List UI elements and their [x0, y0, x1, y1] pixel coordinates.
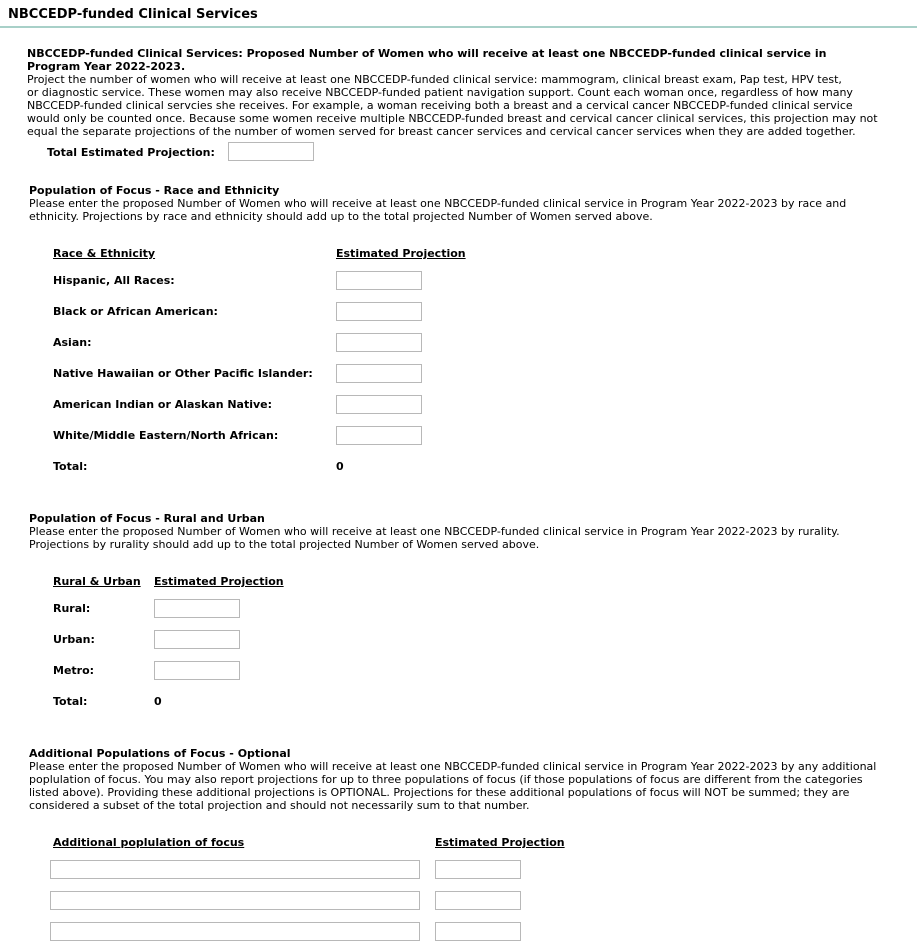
race-white-input[interactable] [336, 426, 422, 445]
rural-col-header: Rural & Urban [53, 575, 141, 588]
race-line: Please enter the proposed Number of Women who will receive at least one NBCCEDP-funded clinical service in Program Year 2022-2023 by race and [29, 197, 847, 210]
additional-section-title: Additional Populations of Focus - Optional [29, 747, 291, 760]
race-row-label: White/Middle Eastern/North African: [53, 429, 279, 442]
race-row-label: American Indian or Alaskan Native: [53, 398, 273, 411]
race-total-value: 0 [336, 460, 344, 473]
additional-description [29, 760, 876, 812]
rural-description [29, 525, 840, 551]
race-row-label: Hispanic, All Races: [53, 274, 175, 287]
additional-population-input-2[interactable] [50, 891, 420, 910]
race-estimate-col-header: Estimated Projection [336, 247, 466, 260]
intro-line: Project the number of women who will receive at least one NBCCEDP-funded clinical service: mammogram, clinical breast exam, Pap test, HPV test, [27, 73, 842, 86]
intro-line: NBCCEDP-funded clinical servcies she receives. For example, a woman receiving both a breast and a cervical cancer NBCCEDP-funded clinical service [27, 99, 853, 112]
rural-row-label: Rural: [53, 602, 91, 615]
intro-line: equal the separate projections of the number of women served for breast cancer services and cervical cancer services when they are added together. [27, 125, 856, 138]
intro-line: would only be counted once. Because some women receive multiple NBCCEDP-funded breast and cervical cancer clinical services, this projection may not [27, 112, 878, 125]
race-asian-input[interactable] [336, 333, 422, 352]
total-estimated-label: Total Estimated Projection: [47, 146, 215, 159]
additional-line: poplulation of focus. You may also report projections for up to three populations of focus (if those populations of focus are different from the categories [29, 773, 863, 786]
rural-estimate-col-header: Estimated Projection [154, 575, 284, 588]
race-hispanic-input[interactable] [336, 271, 422, 290]
page-header [0, 0, 917, 28]
race-total-label: Total: [53, 460, 88, 473]
additional-estimate-col-header: Estimated Projection [435, 836, 565, 849]
race-row-label: Native Hawaiian or Other Pacific Islander: [53, 367, 313, 380]
intro-title-line: Program Year 2022-2023. [27, 60, 186, 73]
urban-input[interactable] [154, 630, 240, 649]
total-estimated-input[interactable] [228, 142, 314, 161]
additional-line: Please enter the proposed Number of Women who will receive at least one NBCCEDP-funded clinical service in Program Year 2022-2023 by any additional [29, 760, 877, 773]
rural-line: Please enter the proposed Number of Women who will receive at least one NBCCEDP-funded clinical service in Program Year 2022-2023 by rurality. [29, 525, 840, 538]
additional-estimate-input-1[interactable] [435, 860, 521, 879]
race-col-header: Race & Ethnicity [53, 247, 156, 260]
race-section-title: Population of Focus - Race and Ethnicity [29, 184, 280, 197]
rural-line: Projections by rurality should add up to the total projected Number of Women served above. [29, 538, 540, 551]
race-black-input[interactable] [336, 302, 422, 321]
rural-section-title: Population of Focus - Rural and Urban [29, 512, 265, 525]
intro-title [27, 47, 826, 73]
rural-input[interactable] [154, 599, 240, 618]
additional-estimate-input-3[interactable] [435, 922, 521, 941]
metro-input[interactable] [154, 661, 240, 680]
intro-title-line: NBCCEDP-funded Clinical Services: Proposed Number of Women who will receive at least one NBCCEDP-funded clinical service in [27, 47, 827, 60]
race-line: ethnicity. Projections by race and ethnicity should add up to the total projected Number of Women served above. [29, 210, 653, 223]
additional-estimate-input-2[interactable] [435, 891, 521, 910]
race-row-label: Black or African American: [53, 305, 218, 318]
additional-col-header: Additional poplulation of focus [53, 836, 245, 849]
rural-row-label: Metro: [53, 664, 95, 677]
additional-line: considered a subset of the total projection and should not necessarily sum to that number. [29, 799, 530, 812]
intro-description [27, 73, 878, 138]
race-row-label: Asian: [53, 336, 92, 349]
race-pacific-islander-input[interactable] [336, 364, 422, 383]
race-american-indian-input[interactable] [336, 395, 422, 414]
rural-total-value: 0 [154, 695, 162, 708]
additional-population-input-1[interactable] [50, 860, 420, 879]
additional-line: listed above). Providing these additional projections is OPTIONAL. Projections for these additional populations of focus will NOT be summed; they are [29, 786, 850, 799]
intro-line: or diagnostic service. These women may also receive NBCCEDP-funded patient navigation support. Count each woman once, regardless of how many [27, 86, 853, 99]
additional-population-input-3[interactable] [50, 922, 420, 941]
page-title: NBCCEDP-funded Clinical Services [8, 7, 258, 22]
rural-row-label: Urban: [53, 633, 95, 646]
rural-total-label: Total: [53, 695, 88, 708]
race-description [29, 197, 846, 223]
